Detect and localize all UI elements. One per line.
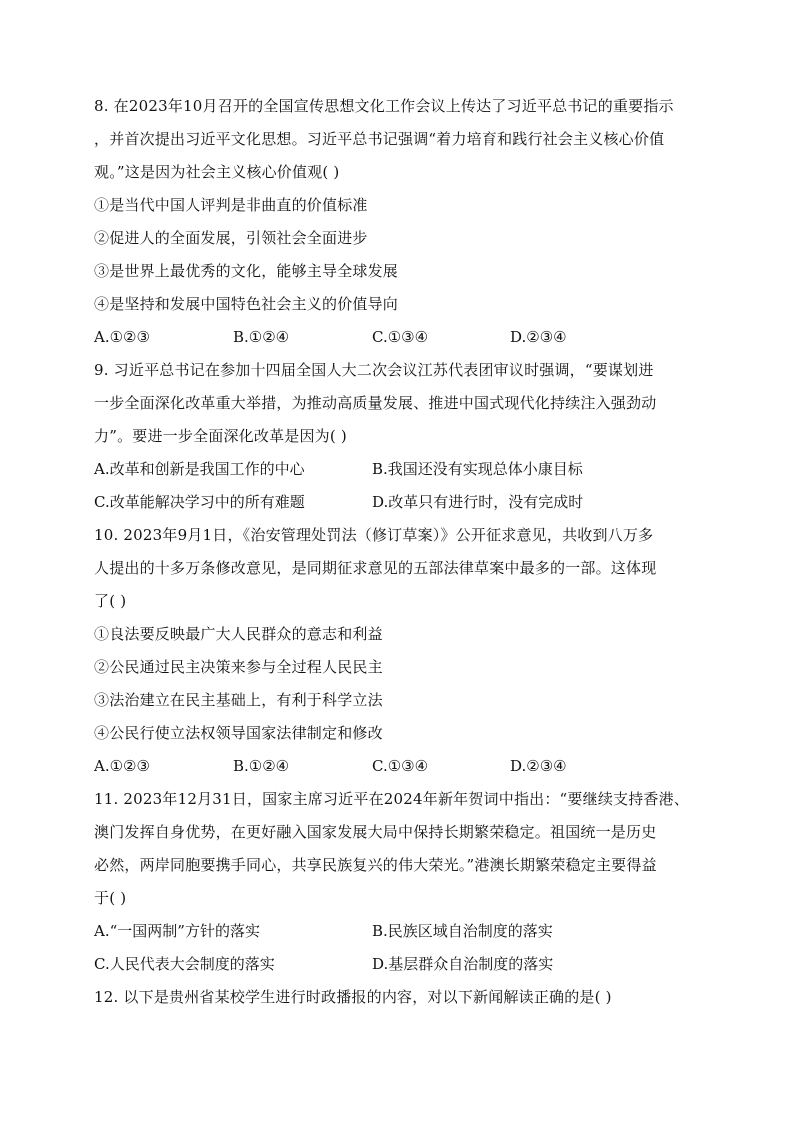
q10-item-1: ①良法要反映最广大人民群众的意志和利益 xyxy=(94,625,383,643)
q8-stem-line-3: 观。”这是因为社会主义核心价值观( ) xyxy=(94,163,340,181)
q10-stem-line-1: 10. 2023年9月1日，《治安管理处罚法（修订草案）》公开征求意见，共收到八万多 xyxy=(94,526,654,544)
q10-stem-line-2: 人提出的十多万条修改意见，是同期征求意见的五部法律草案中最多的一部。这体现 xyxy=(94,559,657,577)
q10-stem-line-3: 了( ) xyxy=(94,592,127,610)
q8-item-3: ③是世界上最优秀的文化，能够主导全球发展 xyxy=(94,262,399,280)
q9-option-c: C.改革能解决学习中的所有难题 xyxy=(94,493,305,511)
q8-option-a: A.①②③ xyxy=(94,328,150,346)
q11-stem-line-1: 11. 2023年12月31日，国家主席习近平在2024年新年贺词中指出：“要继续支持香港、 xyxy=(94,790,690,808)
q11-option-b: B.民族区域自治制度的落实 xyxy=(372,922,553,940)
q9-option-b: B.我国还没有实现总体小康目标 xyxy=(372,460,583,478)
q9-option-d: D.改革只有进行时，没有完成时 xyxy=(372,493,584,511)
q9-stem-line-2: 一步全面深化改革重大举措，为推动高质量发展、推进中国式现代化持续注入强劲动 xyxy=(94,394,657,412)
q8-stem-line-2: ，并首次提出习近平文化思想。习近平总书记强调“着力培育和践行社会主义核心价值 xyxy=(94,130,665,148)
q9-stem-line-1: 9. 习近平总书记在参加十四届全国人大二次会议江苏代表团审议时强调，“要谋划进 xyxy=(94,361,654,379)
q10-item-2: ②公民通过民主决策来参与全过程人民民主 xyxy=(94,658,383,676)
q11-stem-line-2: 澳门发挥自身优势，在更好融入国家发展大局中保持长期繁荣稳定。祖国统一是历史 xyxy=(94,823,657,841)
q10-option-c: C.①③④ xyxy=(372,757,429,775)
q8-item-4: ④是坚持和发展中国特色社会主义的价值导向 xyxy=(94,295,399,313)
q11-option-a: A.“一国两制”方针的落实 xyxy=(94,922,260,940)
q9-option-a: A.改革和创新是我国工作的中心 xyxy=(94,460,305,478)
q11-option-c: C.人民代表大会制度的落实 xyxy=(94,955,275,973)
q9-stem-line-3: 力”。要进一步全面深化改革是因为( ) xyxy=(94,427,347,445)
q11-stem-line-3: 必然，两岸同胞要携手同心，共享民族复兴的伟大荣光。”港澳长期繁荣稳定主要得益 xyxy=(94,856,657,874)
q8-stem-line-1: 8. 在2023年10月召开的全国宣传思想文化工作会议上传达了习近平总书记的重要指示 xyxy=(94,97,674,115)
q10-item-4: ④公民行使立法权领导国家法律制定和修改 xyxy=(94,724,383,742)
q8-option-d: D.②③④ xyxy=(510,328,567,346)
q12-stem-line-1: 12. 以下是贵州省某校学生进行时政播报的内容，对以下新闻解读正确的是( ) xyxy=(94,988,612,1006)
q10-option-b: B.①②④ xyxy=(233,757,290,775)
q8-item-2: ②促进人的全面发展，引领社会全面进步 xyxy=(94,229,368,247)
q10-option-d: D.②③④ xyxy=(510,757,567,775)
q8-option-b: B.①②④ xyxy=(233,328,290,346)
q8-option-c: C.①③④ xyxy=(372,328,429,346)
q8-item-1: ①是当代中国人评判是非曲直的价值标准 xyxy=(94,196,368,214)
q11-option-d: D.基层群众自治制度的落实 xyxy=(372,955,554,973)
q11-stem-line-4: 于( ) xyxy=(94,889,127,907)
q10-item-3: ③法治建立在民主基础上，有利于科学立法 xyxy=(94,691,383,709)
q10-option-a: A.①②③ xyxy=(94,757,150,775)
